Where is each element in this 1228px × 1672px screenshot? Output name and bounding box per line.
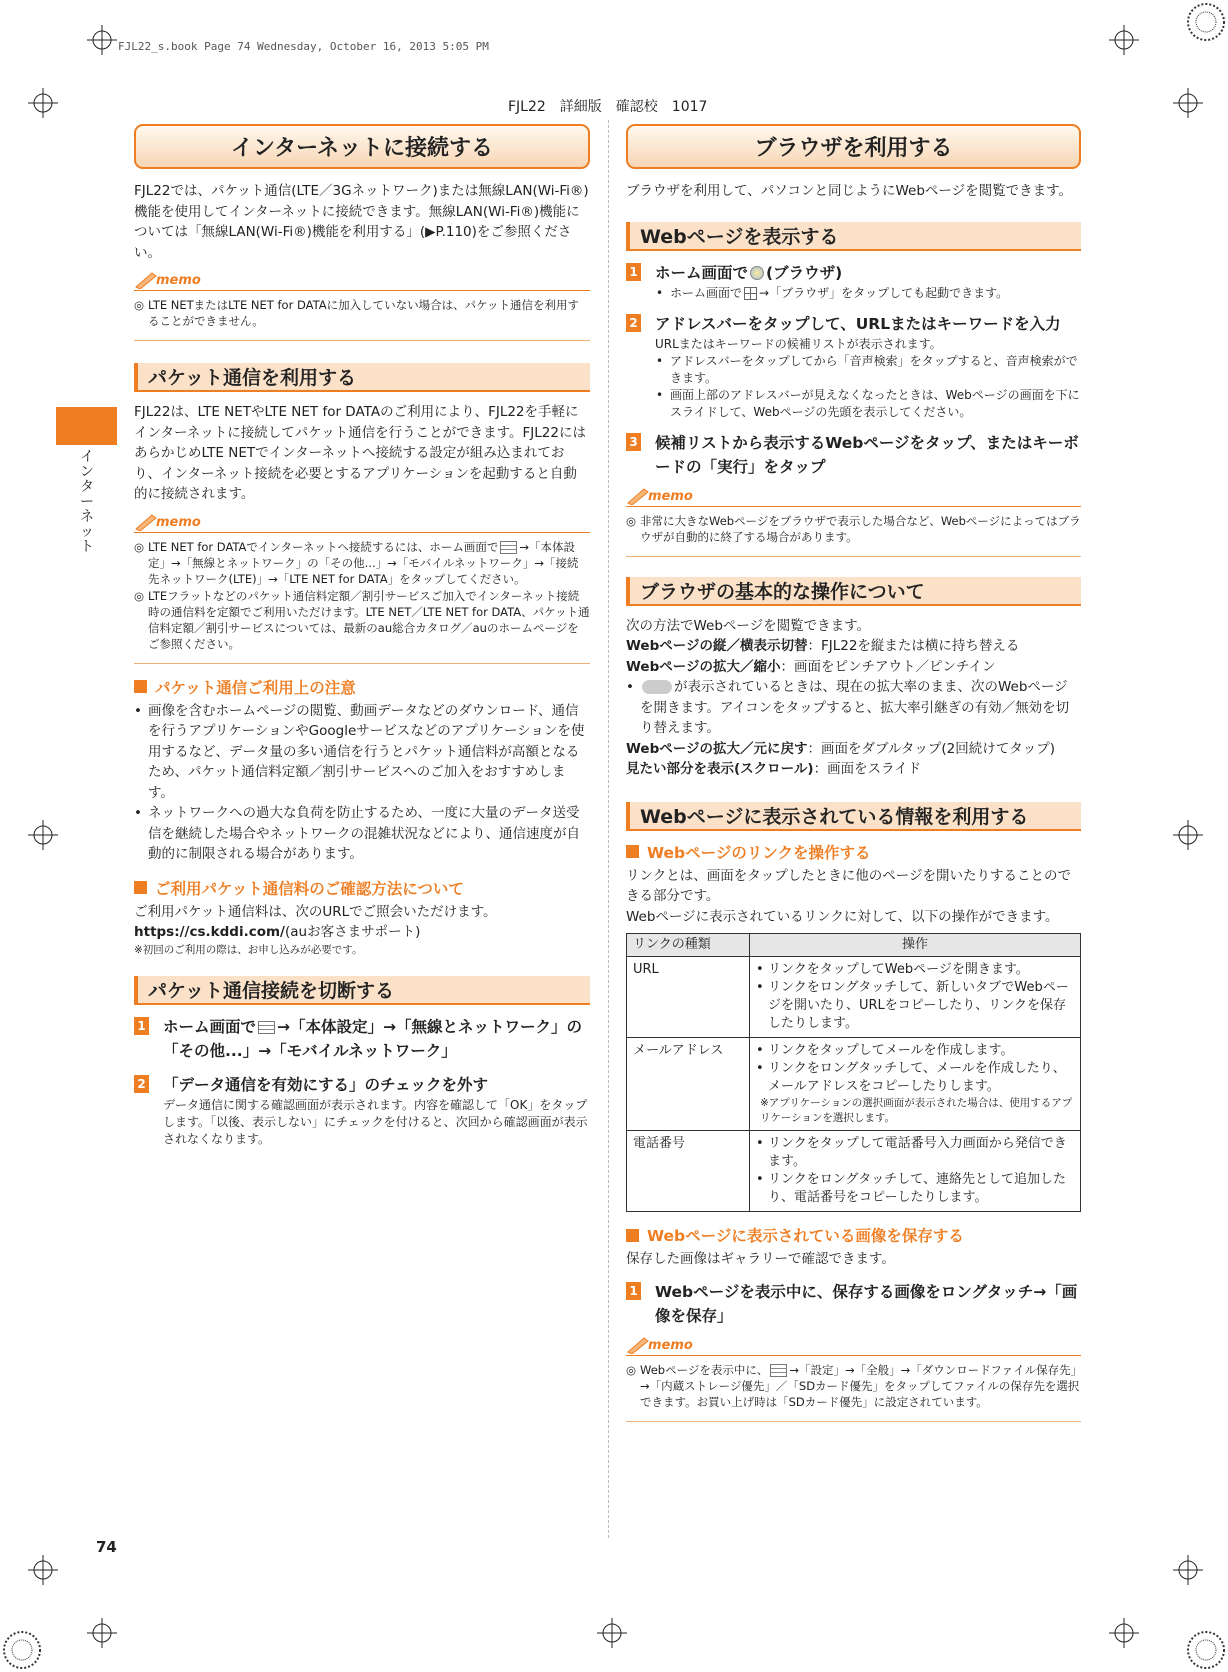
step-text: (ブラウザ): [766, 263, 843, 282]
sub-text: ご利用パケット通信料は、次のURLでご照会いただけます。: [134, 903, 497, 920]
registration-mark-icon: [1109, 1618, 1139, 1648]
memo-text: LTE NET for DATAでインターネットへ接続するには、ホーム画面で: [148, 539, 499, 554]
memo-text: Webページを表示中に、: [640, 1362, 769, 1377]
section-heading: パケット通信接続を切断する: [134, 976, 590, 1005]
menu-key-icon: [258, 1021, 275, 1034]
bullet-text: 画面上部のアドレスバーが見えなくなったときは、Webページの画面を下にスライドして、Webページの先頭を表示してください。: [670, 387, 1080, 419]
sub-heading: Webページに表示されている画像を保存する: [647, 1227, 964, 1245]
square-bullet-icon: [626, 845, 639, 858]
step-detail: URLまたはキーワードの候補リストが表示されます。: [655, 336, 942, 351]
intro-text: ブラウザを利用して、パソコンと同じようにWebページを閲覧できます。: [626, 183, 1073, 199]
side-tab-char: ッ: [80, 524, 94, 540]
registration-mark-icon: [87, 25, 117, 55]
step-number: 1: [626, 263, 641, 281]
op-key: Webページの拡大／縮小: [626, 658, 781, 675]
step-number: 3: [626, 433, 641, 451]
left-column: インターネットに接続する FJL22では、パケット通信(LTE／3Gネットワーク)または無線LAN(Wi-Fi®)機能を使用してインターネットに接続できます。無線LAN(Wi-Fi®)機能については「無線LAN(Wi-Fi®)機能を利用する」(▶P.110)をご参照ください。 memo ◎ LTE NETまたはLTE NET for DATAに加入していない場合は、パケット通信を利用することができません。 パケット通信を利用する FJL22は、LTE NETやLTE NET for DATAのご利用により、FJL22を手軽にインターネットに接続してパケット通信を行うことができます。FJL22にはあらかじめLTE NETでインターネットへ接続する設定が組み込まれており、インターネット接続を必要とするアプリケーションを起動すると自動的に接続されます。 memo ◎ LTE NET for DATAでインターネットへ接続するには、ホーム画面で →「本体設定」→「無線とネットワーク」の「その他...」→「モバイルネットワーク」→「接続先ネットワーク(LTE)」→「LTE NET for DATA」をタップしてください。 ◎ LTEフラットなどのパケット通信料定額／割引サービスご加入でインターネット接続時の通信料を定額でご利用いただけます。LTE NET／LTE NET for DATA、パケット通信料定額／割引サービスについては、最新のau総合カタログ／auのホームページをご参照ください。 パケット通信ご利用上の注意 • 画像を含むホームページの閲覧、動画データなどのダウンロード、通信を行うアプリケーションやGoogleサービスなどのアプリケーションを使用するなど、データ量の多い通信を行うとパケット通信料が高額となるため、パケット通信料定額／割引サービスへのご加入をおすすめします。 • ネットワークへの過大な負荷を防止するため、一度に大量のデータ送受信を継続した場合やネットワークの混雑状況などにより、通信速度が自動的に制限される場合があります。 ご利用パケット通信料のご確認方法について ご利用パケット通信料は、次のURLでご照会いただけます。 https://cs.kddi.com/(auお客さまサポート) ※初回のご利用の際は、お申し込みが必要です。 パケット通信接続を切断する 1 ホーム画面で →「本体設定」→「無線とネットワーク」の「その他...」→「モバイルネットワーク」 2 「データ通信を有効にする」のチェックを外す データ通信に関する確認画面が表示されます。内容を確認して「OK」をタップします。「以後、表示しない」にチェックを付けると、次回から確認画面が表示されなくなります。: [134, 124, 590, 1148]
registration-mark-icon: [1173, 88, 1203, 118]
bullet-text: ホーム画面で: [670, 285, 743, 300]
square-bullet-icon: [626, 1229, 639, 1242]
color-target-icon: [1186, 1630, 1226, 1670]
sub-text: リンクとは、画面をタップしたときに他のページを開いたりすることのできる部分です。: [626, 867, 1071, 904]
memo-text: LTE NETまたはLTE NET for DATAに加入していない場合は、パケット通信を利用することができません。: [148, 298, 579, 328]
step-number: 2: [626, 314, 641, 332]
memo-label: memo: [648, 488, 693, 504]
memo-text: LTEフラットなどのパケット通信料定額／割引サービスご加入でインターネット接続時の通信料を定額でご利用いただけます。LTE NET／LTE NET for DATA、パケット通信料定額／割引サービスについては、最新のau総合カタログ／auのホームページをご参照ください。: [148, 588, 590, 651]
registration-mark-icon: [87, 1618, 117, 1648]
registration-mark-icon: [28, 88, 58, 118]
table-cell: リンクをロングタッチして、メールを作成したり、メールアドレスをコピーしたりします。: [768, 1061, 1066, 1094]
table-cell: リンクをロングタッチして、新しいタブでWebページを開いたり、URLをコピーしたり、リンクを保存したりします。: [768, 980, 1069, 1031]
support-url-link[interactable]: https://cs.kddi.com/: [134, 924, 285, 940]
bullet-text: アドレスバーをタップしてから「音声検索」をタップすると、音声検索ができます。: [670, 353, 1078, 385]
memo-label: memo: [648, 1337, 693, 1353]
side-tab-char: ン: [80, 464, 94, 480]
intro-text: FJL22では、パケット通信(LTE／3Gネットワーク)または無線LAN(Wi-Fi®)機能を使用してインターネットに接続できます。無線LAN(Wi-Fi®)機能については「無線LAN(Wi-Fi®)機能を利用する」(▶P.110)をご参照ください。: [134, 183, 589, 261]
table-cell: リンクをロングタッチして、連絡先として追加したり、電話番号をコピーしたりします。: [768, 1172, 1066, 1205]
color-target-icon: [1186, 2, 1226, 42]
step-text: 候補リストから表示するWebページをタップ、またはキーボードの「実行」をタップ: [655, 433, 1079, 476]
side-tab-char: ネ: [80, 509, 94, 525]
step-text: 「データ通信を有効にする」のチェックを外す: [163, 1075, 489, 1094]
bullet-text: ネットワークへの過大な負荷を防止するため、一度に大量のデータ送受信を継続した場合やネットワークの混雑状況などにより、通信速度が自動的に制限される場合があります。: [148, 805, 580, 862]
memo-label: memo: [156, 514, 201, 530]
registration-mark-icon: [28, 1555, 58, 1585]
side-tab-char: イ: [80, 449, 94, 465]
memo-box: memo ◎ LTE NET for DATAでインターネットへ接続するには、ホーム画面で →「本体設定」→「無線とネットワーク」の「その他...」→「モバイルネットワーク」→「接続先ネットワーク(LTE)」→「LTE NET for DATA」をタップしてください。 ◎ LTEフラットなどのパケット通信料定額／割引サービスご加入でインターネット接続時の通信料を定額でご利用いただけます。LTE NET／LTE NET for DATA、パケット通信料定額／割引サービスについては、最新のau総合カタログ／auのホームページをご参照ください。: [134, 517, 590, 664]
zoom-lock-icon: [642, 680, 672, 694]
square-bullet-icon: [134, 680, 147, 693]
registration-mark-icon: [1173, 820, 1203, 850]
table-note: ※アプリケーションの選択画面が表示された場合は、使用するアプリケーションを選択します。: [760, 1097, 1073, 1124]
step-text: Webページを表示中に、保存する画像をロングタッチ→「画像を保存」: [655, 1282, 1078, 1325]
bullet-text: →「ブラウザ」をタップしても起動できます。: [759, 285, 1009, 300]
app-grid-icon: [744, 287, 757, 300]
step-text: ホーム画面で: [163, 1017, 257, 1036]
table-row: URL • リンクをタップしてWebページを開きます。 • リンクをロングタッチして、新しいタブでWebページを開いたり、URLをコピーしたり、リンクを保存したりします。: [627, 957, 1081, 1038]
op-value: ：画面をダブルタップ(2回続けてタップ): [807, 740, 1056, 757]
op-key: 見たい部分を表示(スクロール): [626, 761, 814, 777]
op-value: ：画面をスライド: [813, 761, 922, 777]
table-row: 電話番号 • リンクをタップして電話番号入力画面から発信できます。 • リンクをロングタッチして、連絡先として追加したり、電話番号をコピーしたりします。: [627, 1131, 1081, 1212]
op-key: Webページの縦／横表示切替: [626, 638, 808, 654]
link-operations-table: [626, 933, 1081, 1212]
registration-mark-icon: [597, 1618, 627, 1648]
memo-text: 非常に大きなWebページをブラウザで表示した場合など、Webページによってはブラウザが自動的に終了する場合があります。: [640, 513, 1081, 544]
section-heading: Webページを表示する: [626, 222, 1081, 251]
side-tab-char: タ: [80, 479, 94, 495]
section-heading: Webページに表示されている情報を利用する: [626, 802, 1081, 831]
op-value: ：FJL22を縦または横に持ち替える: [807, 638, 1020, 654]
url-suffix: (auお客さまサポート): [284, 924, 421, 940]
table-cell: メールアドレス: [627, 1038, 750, 1131]
column-divider: [608, 120, 609, 1538]
step-number: 1: [134, 1017, 149, 1035]
bullet-text: が表示されているときは、現在の拡大率のまま、次のWebページを開きます。アイコンをタップすると、拡大率引継ぎの有効／無効を切り替えます。: [640, 679, 1070, 736]
sub-text: Webページに表示されているリンクに対して、以下の操作ができます。: [626, 908, 1059, 925]
right-column: ブラウザを利用する ブラウザを利用して、パソコンと同じようにWebページを閲覧できます。 Webページを表示する 1 ホーム画面で (ブラウザ) • ホーム画面で →「ブラウザ」をタップしても起動できます。 2 アドレスバーをタップして、URLまたはキーワードを入力 URLまたはキーワードの候補リストが表示されます。 • アドレスバーをタップしてから「音声検索」をタップすると、音声検索ができます。 • 画面上部のアドレスバーが見えなくなったときは、Webページの画面を下にスライドして、Webページの先頭を表示してください。 3 候補リストから表示するWebページをタップ、またはキーボードの「実行」をタップ memo ◎ 非常に大きなWebページをブラウザで表示した場合など、Webページによってはブラウザが自動的に終了する場合があります。 ブラウザの基本的な操作について 次の方法でWebページを閲覧できます。 Webページの縦／横表示切替：FJL22を縦または横に持ち替える Webページの拡大／縮小：画面をピンチアウト／ピンチイン • が表示されているときは、現在の拡大率のまま、次のWebページを開きます。アイコンをタップすると、拡大率引継ぎの有効／無効を切り替えます。 Webページの拡大／元に戻す：画面をダブルタップ(2回続けてタップ) 見たい部分を表示(スクロール)：画面をスライド Webページに表示されている情報を利用する Webページのリンクを操作する リンクとは、画面をタップしたときに他のページを開いたりすることのできる部分です。 Webページに表示されているリンクに対して、以下の操作ができます。 リンクの種類 操作 URL • リンクをタップしてWebページを開きます。 • リンクをロングタッチして、新しいタブでWebページを開いたり、URLをコピーしたり、リンクを保存したりします。 メールアドレス • リンクをタップしてメールを作成します。 • リンクをロングタッチして、メールを作成したり、メールアドレスをコピーしたりします。 ※アプリケーションの選択画面が表示された場合は、使用するアプリケーションを選択します。 電話番号 • リンクをタップして電話番号入力画面から発信できます。 • リンクをロングタッチして、連絡先として追加したり、電話番号をコピーしたりします。 Webページに表示されている画像を保存する 保存した画像はギャラリーで確認できます。 1 Webページを表示中に、保存する画像をロングタッチ→「画像を保存」 memo ◎ Webページを表示中に、 →「設定」→「全般」→「ダウンロードファイル保存先」→「内蔵ストレージ優先」／「SDカード優先」をタップしてファイルの保存先を選択できます。お買い上げ時は「SDカード優先」に設定されています。: [626, 124, 1081, 1422]
registration-mark-icon: [1173, 1555, 1203, 1585]
square-bullet-icon: [134, 881, 147, 894]
browser-icon: [750, 266, 764, 280]
step-number: 1: [626, 1282, 641, 1300]
memo-text: →「本体設定」→「無線とネットワーク」の「その他...」→「モバイルネットワーク」→「接続先ネットワーク(LTE)」→「LTE NET for DATA」をタップしてください。: [148, 539, 579, 586]
step-text: →「本体設定」→「無線とネットワーク」の「その他...」→「モバイルネットワーク」: [163, 1017, 582, 1060]
sub-heading: Webページのリンクを操作する: [647, 843, 871, 862]
ops-intro: 次の方法でWebページを閲覧できます。: [626, 617, 871, 634]
proof-label: FJL22 詳細版 確認校 1017: [508, 99, 708, 115]
table-row: メールアドレス • リンクをタップしてメールを作成します。 • リンクをロングタッチして、メールを作成したり、メールアドレスをコピーしたりします。 ※アプリケーションの選択画面が表示された場合は、使用するアプリケーションを選択します。: [627, 1038, 1081, 1131]
sub-heading: ご利用パケット通信料のご確認方法について: [155, 879, 464, 898]
registration-mark-icon: [1109, 25, 1139, 55]
page-title: インターネットに接続する: [134, 124, 590, 169]
page-title: ブラウザを利用する: [626, 124, 1081, 169]
page-number: 74: [96, 1538, 117, 1556]
registration-mark-icon: [28, 820, 58, 850]
memo-box: memo ◎ LTE NETまたはLTE NET for DATAに加入していない場合は、パケット通信を利用することができません。: [134, 275, 590, 341]
side-tab-char: ー: [80, 494, 94, 510]
bullet-text: 画像を含むホームページの閲覧、動画データなどのダウンロード、通信を行うアプリケーションやGoogleサービスなどのアプリケーションを使用するなど、データ量の多い通信を行うとパケット通信料が高額となるため、パケット通信料定額／割引サービスへのご加入をおすすめします。: [148, 702, 585, 801]
print-info: FJL22_s.book Page 74 Wednesday, October 16, 2013 5:05 PM: [118, 40, 489, 53]
table-header: リンクの種類: [627, 934, 750, 957]
footnote: ※初回のご利用の際は、お申し込みが必要です。: [134, 943, 363, 956]
side-tab-label: [72, 450, 102, 555]
op-value: ：画面をピンチアウト／ピンチイン: [780, 658, 996, 675]
side-tab-char: ト: [80, 539, 94, 555]
table-cell: リンクをタップして電話番号入力画面から発信できます。: [768, 1136, 1067, 1169]
memo-box: memo ◎ 非常に大きなWebページをブラウザで表示した場合など、Webページによってはブラウザが自動的に終了する場合があります。: [626, 491, 1081, 557]
section-text: FJL22は、LTE NETやLTE NET for DATAのご利用により、FJL22を手軽にインターネットに接続してパケット通信を行うことができます。FJL22にはあらかじめLTE NETでインターネットへ接続する設定が組み込まれており、インターネット接続を必要とするアプリケーションを起動すると自動的に接続されます。: [134, 404, 586, 502]
memo-text: →「設定」→「全般」→「ダウンロードファイル保存先」→「内蔵ストレージ優先」／「SDカード優先」をタップしてファイルの保存先を選択できます。お買い上げ時は「SDカード優先」に設定されています。: [640, 1362, 1080, 1409]
section-heading: パケット通信を利用する: [134, 363, 590, 392]
table-cell: リンクをタップしてWebページを開きます。: [768, 962, 1029, 977]
table-header: 操作: [750, 934, 1081, 957]
section-tab-marker: [56, 407, 117, 445]
menu-key-icon: [770, 1364, 787, 1377]
menu-key-icon: [500, 541, 517, 554]
section-heading: ブラウザの基本的な操作について: [626, 577, 1081, 606]
table-cell: URL: [627, 957, 750, 1038]
op-key: Webページの拡大／元に戻す: [626, 740, 808, 757]
table-cell: 電話番号: [627, 1131, 750, 1212]
color-target-icon: [2, 1630, 42, 1670]
step-text: ホーム画面で: [655, 263, 749, 282]
step-number: 2: [134, 1075, 149, 1093]
table-cell: リンクをタップしてメールを作成します。: [768, 1043, 1014, 1058]
memo-label: memo: [156, 273, 201, 288]
sub-text: 保存した画像はギャラリーで確認できます。: [626, 1251, 895, 1267]
step-text: アドレスバーをタップして、URLまたはキーワードを入力: [655, 314, 1061, 333]
memo-box: memo ◎ Webページを表示中に、 →「設定」→「全般」→「ダウンロードファイル保存先」→「内蔵ストレージ優先」／「SDカード優先」をタップしてファイルの保存先を選択できます。お買い上げ時は「SDカード優先」に設定されています。: [626, 1340, 1081, 1422]
step-detail: データ通信に関する確認画面が表示されます。内容を確認して「OK」をタップします。「以後、表示しない」にチェックを付けると、次回から確認画面が表示されなくなります。: [163, 1097, 588, 1146]
sub-heading: パケット通信ご利用上の注意: [155, 678, 356, 697]
